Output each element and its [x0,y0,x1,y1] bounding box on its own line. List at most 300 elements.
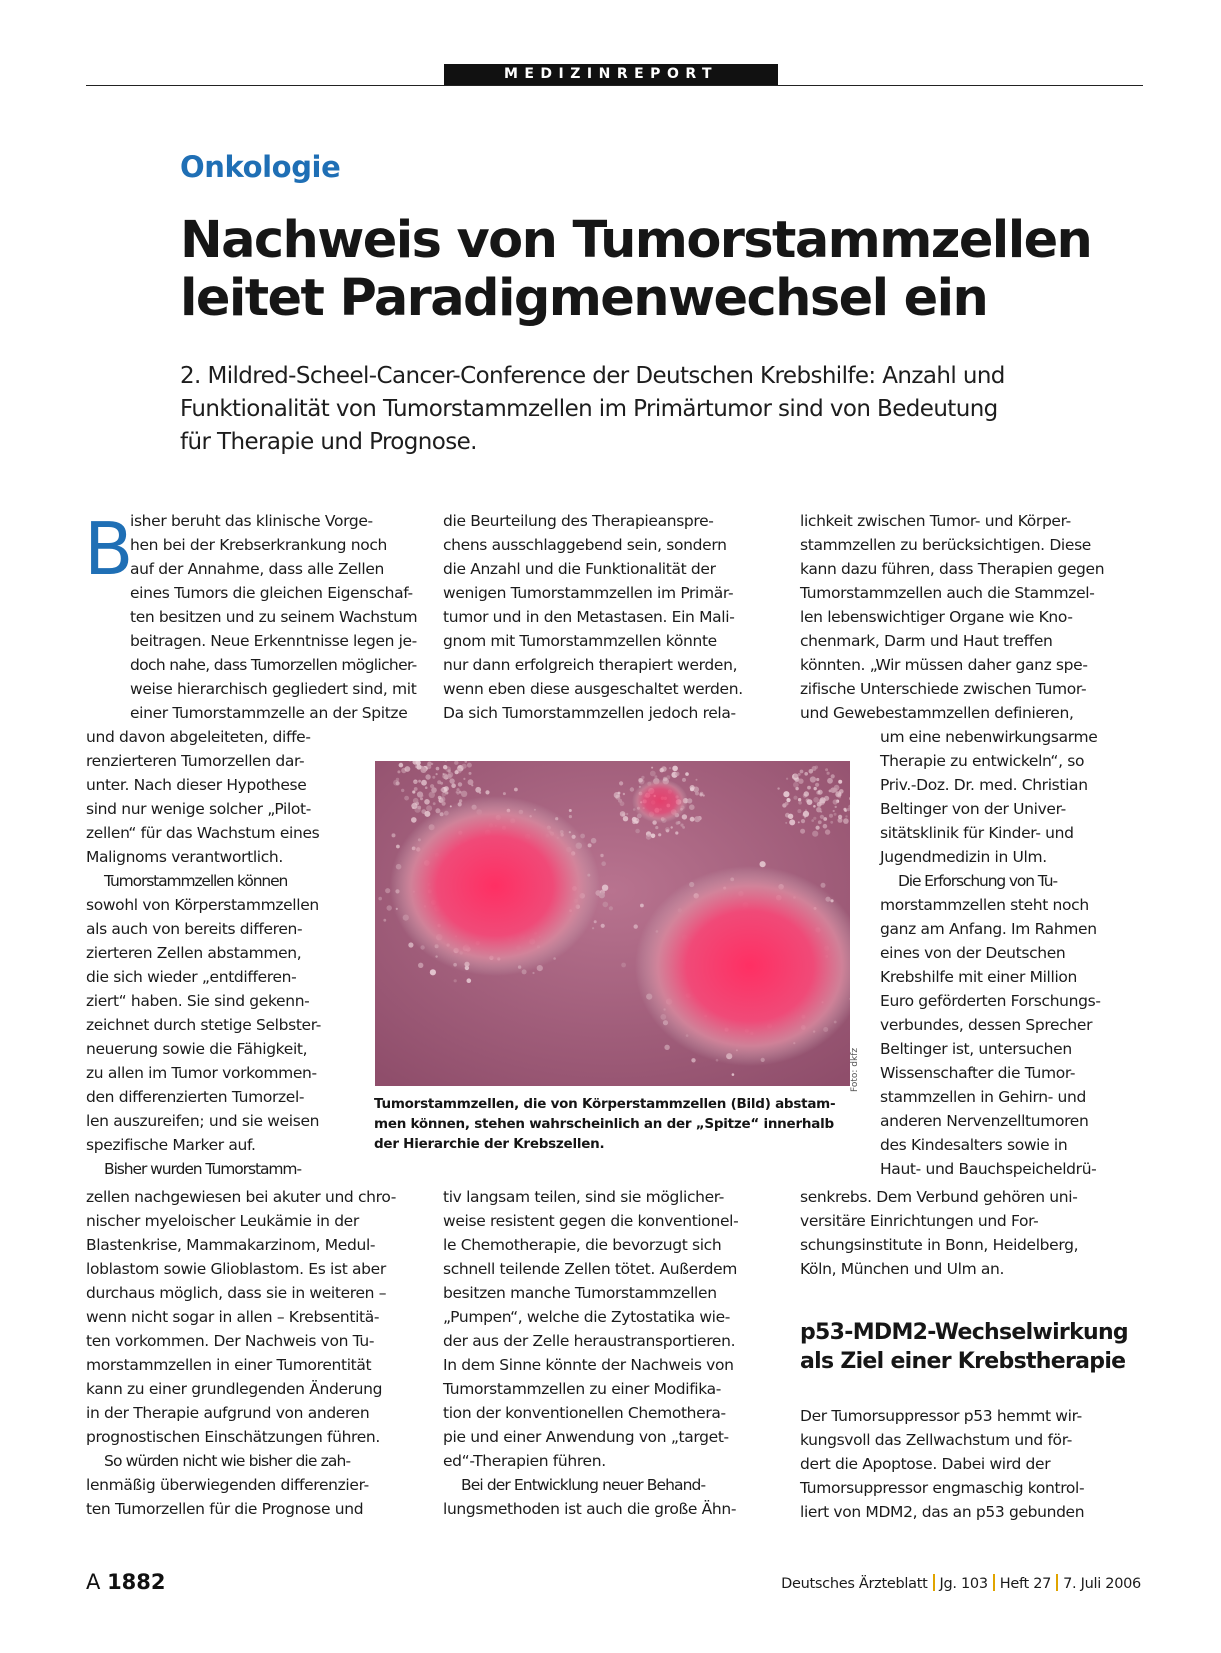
text-line: pie und einer Anwendung von „target- [443,1428,729,1446]
page-folio [86,1570,166,1594]
cell-speck [654,775,657,778]
text-line: zu allen im Tumor vorkommen- [86,1064,317,1082]
cell-speck [827,778,833,784]
cell-speck [829,814,833,818]
cell-speck [682,826,685,829]
text-line: len auszureifen; und sie weisen [86,1112,320,1130]
cell-speck [383,919,386,922]
cell-speck [847,808,850,811]
article-photo [375,761,850,1086]
cell-speck [825,829,830,834]
text-line: Köln, München und Ulm an. [800,1260,1005,1278]
cell-speck [444,786,449,791]
text-line: kann zu einer grundlegenden Änderung [86,1380,383,1398]
cell-speck [432,776,435,779]
cell-speck [447,769,450,772]
cell-speck [399,763,404,768]
cell-speck [817,802,822,807]
cell-speck [458,782,462,786]
text-line: Beltinger von der Univer- [880,800,1066,818]
cell-speck [618,792,621,795]
text-line: zeichnet durch stetige Selbster- [86,1016,322,1034]
text-line: stammzellen zu berücksichtigen. Diese [800,536,1091,554]
text-line: eines von der Deutschen [880,944,1066,962]
cell-speck [794,774,798,778]
cell-speck [396,781,400,785]
cell-speck [810,776,816,782]
text-line: neuerung sowie die Fähigkeit, [86,1040,308,1058]
cell-speck [424,799,430,805]
text-line: die Anzahl und die Funktionalität der [443,560,716,578]
cell-speck [793,782,799,788]
cell-speck [437,780,441,784]
cell-speck [800,770,804,774]
cell-speck [672,766,678,772]
colony-left [390,796,600,976]
cell-speck [816,807,821,812]
text-line: renzierteren Tumorzellen dar- [86,752,305,770]
article-dek [180,360,1060,459]
cell-speck [433,802,436,805]
cell-speck [442,802,446,806]
cell-speck [412,790,415,793]
text-line: chens ausschlaggebend sein, sondern [443,536,727,554]
text-line: nur dann erfolgreich therapiert werden, [443,656,738,674]
cell-speck [621,963,626,968]
cell-speck [689,804,695,810]
cell-speck [436,773,438,775]
text-line: Haut- und Bauchspeicheldrü- [880,1160,1097,1178]
text-line: schnell teilende Zellen tötet. Außerdem [443,1260,738,1278]
cell-speck [833,788,838,793]
cell-speck [405,766,411,772]
headline-line: Nachweis von Tumorstammzellen [180,211,1092,270]
cell-speck [833,799,838,804]
cell-speck [813,805,816,808]
cell-speck [630,787,634,791]
separator [933,1574,935,1591]
cell-speck [451,783,456,788]
text-line: ten vorkommen. Der Nachweis von Tu- [86,1332,375,1350]
cell-speck [807,799,813,805]
text-line: und davon abgeleiteten, diffe- [86,728,311,746]
text-line: kungsvoll das Zellwachstum und för- [800,1431,1072,1449]
photo-caption [374,1094,854,1154]
text-line: Bisher wurden Tumorstamm- [104,1160,301,1178]
cell-speck [789,819,795,825]
cell-speck [416,764,421,769]
cell-speck [699,793,702,796]
cell-speck [798,821,800,823]
cell-speck [620,801,625,806]
cell-speck [650,771,656,777]
cell-speck [844,809,847,812]
cell-speck [392,833,396,837]
cell-speck [641,776,644,779]
column-2-top [443,509,775,725]
text-line: besitzen manche Tumorstammzellen [443,1284,717,1302]
text-line: unter. Nach dieser Hypothese [86,776,307,794]
cell-speck [838,815,842,819]
text-line: könnten. „Wir müssen daher ganz spe- [800,656,1088,674]
cell-speck [485,790,489,794]
text-line: lungsmethoden ist auch die große Ähn- [443,1500,737,1518]
cell-speck [690,785,695,790]
cell-speck [760,861,766,867]
header-rule [86,85,1143,86]
text-line: Die Erforschung von Tu- [898,872,1057,890]
text-line: Wissenschafter die Tumor- [880,1064,1076,1082]
cell-speck [385,888,390,893]
cell-speck [777,787,779,789]
cell-speck [793,796,797,800]
text-line: Therapie zu entwickeln“, so [880,752,1085,770]
cell-speck [838,796,841,799]
cell-speck [797,809,801,813]
text-line: in der Therapie aufgrund von anderen [86,1404,370,1422]
text-line: Bei der Entwicklung neuer Behand- [461,1476,706,1494]
cell-speck [825,768,828,771]
text-line: sind nur wenige solcher „Pilot- [86,800,312,818]
cell-speck [821,883,826,888]
cell-speck [442,773,444,775]
caption-line: Tumorstammzellen, die von Körperstammzellen (Bild) abstam- [374,1096,836,1112]
cell-speck [599,892,605,898]
cell-speck [651,834,656,839]
cell-speck [626,813,628,815]
text-line: „Pumpen“, welche die Zytostatika wie- [443,1308,731,1326]
text-line: le Chemotherapie, die bevorzugt sich [443,1236,722,1254]
cell-speck [787,798,789,800]
dek-line: Funktionalität von Tumorstammzellen im Primärtumor sind von Bedeutung [180,396,998,422]
drop-cap: B [84,507,134,591]
text-line: spezifische Marker auf. [86,1136,256,1154]
cell-speck [783,791,789,797]
text-line: doch nahe, dass Tumorzellen möglicher- [130,656,417,674]
cell-speck [698,816,701,819]
cell-speck [396,778,399,781]
cell-colony-photo [375,761,850,1086]
text-line: loblastom sowie Glioblastom. Es ist aber [86,1260,386,1278]
cell-speck [421,780,427,786]
cell-speck [823,824,828,829]
text-line: zellen“ für das Wachstum eines [86,824,320,842]
cell-speck [845,815,847,817]
cell-speck [655,826,658,829]
cell-speck [635,829,640,834]
cell-speck [378,897,382,901]
text-line: wenn eben diese ausgeschaltet werden. [443,680,743,698]
cell-speck [425,774,430,779]
cell-speck [703,794,705,796]
text-line: morstammzellen in einer Tumorentität [86,1356,372,1374]
text-line: anderen Nervenzelltumoren [880,1112,1089,1130]
text-line: Blastenkrise, Mammakarzinom, Medul- [86,1236,376,1254]
cell-speck [807,786,811,790]
cell-speck [811,819,814,822]
cell-speck [592,927,594,929]
cell-speck [818,820,822,824]
text-line: Tumorsuppressor engmaschig kontrol- [800,1479,1085,1497]
separator [993,1574,995,1591]
cell-speck [503,792,506,795]
cell-speck [397,770,400,773]
cell-speck [682,778,686,782]
cell-speck [431,763,433,765]
text-line: gnom mit Tumorstammzellen könnte [443,632,717,650]
cell-speck [671,826,673,828]
cell-speck [798,779,803,784]
cell-speck [603,902,609,908]
text-line: hen bei der Krebserkrankung noch [130,536,387,554]
text-line: um eine nebenwirkungsarme [880,728,1098,746]
text-line: Euro geförderten Forschungs- [880,992,1101,1010]
cell-speck [677,821,680,824]
cell-speck [634,924,638,928]
cell-speck [831,774,835,778]
cell-speck [658,833,661,836]
cell-speck [813,797,819,803]
text-line: wenigen Tumorstammzellen im Primär- [443,584,734,602]
cell-speck [569,815,572,818]
text-line: In dem Sinne könnte der Nachweis von [443,1356,734,1374]
cell-speck [467,763,472,768]
cell-speck [455,770,459,774]
cell-speck [798,773,801,776]
text-line: dert die Apoptose. Dabei wird der [800,1455,1051,1473]
text-line: senkrebs. Dem Verbund gehören uni- [800,1188,1078,1206]
cell-speck [827,772,830,775]
text-line: den differenzierten Tumorzel- [86,1088,305,1106]
cell-speck [609,906,613,910]
cell-speck [443,765,447,769]
cell-speck [623,793,625,795]
text-line: lichkeit zwischen Tumor- und Körper- [800,512,1071,530]
text-line: isher beruht das klinische Vorge- [130,512,373,530]
text-line: Krebshilfe mit einer Million [880,968,1078,986]
column-1-bottom [86,1185,417,1521]
separator [1056,1574,1058,1591]
text-line: morstammzellen steht noch [880,896,1089,914]
cell-speck [830,821,833,824]
cell-speck [441,788,445,792]
subhead-line: als Ziel einer Krebstherapie [800,1349,1126,1374]
cell-speck [467,978,472,983]
cell-speck [601,861,606,866]
cell-speck [418,780,421,783]
text-line: lenmäßig überwiegenden differenzier- [86,1476,369,1494]
text-line: zellen nachgewiesen bei akuter und chro- [86,1188,396,1206]
text-line: len lebenswichtiger Organe wie Kno- [800,608,1073,626]
text-line: ed“-Therapien führen. [443,1452,606,1470]
cell-speck [404,796,409,801]
text-line: wenn nicht sogar in allen – Krebsentitä- [86,1308,380,1326]
journal-info [781,1574,1141,1592]
text-line: als auch von bereits differen- [86,920,303,938]
cell-speck [839,789,844,794]
cell-speck [414,781,417,784]
cell-speck [425,786,428,789]
cell-speck [815,783,819,787]
text-line: versitäre Einrichtungen und For- [800,1212,1039,1230]
text-line: prognostischen Einschätzungen führen. [86,1428,380,1446]
folio-prefix: A [86,1570,101,1594]
cell-speck [646,834,651,839]
cell-speck [823,817,827,821]
text-line: Der Tumorsuppressor p53 hemmt wir- [800,1407,1082,1425]
text-line: sitätsklinik für Kinder- und [880,824,1074,842]
cell-speck [620,811,626,817]
text-line: nischer myeloischer Leukämie in der [86,1212,359,1230]
subhead [800,1318,1140,1376]
colony-small [632,779,688,823]
cell-speck [421,795,424,798]
cell-speck [532,972,534,974]
cell-speck [461,791,467,797]
cell-speck [666,829,669,832]
text-line: kann dazu führen, dass Therapien gegen [800,560,1105,578]
cell-speck [801,819,805,823]
cell-speck [815,766,818,769]
cell-speck [569,809,572,812]
text-line: Tumorstammzellen auch die Stammzel- [800,584,1095,602]
cell-speck [469,772,472,775]
journal-volume: Jg. 103 [939,1576,988,1592]
cell-speck [812,831,818,837]
cell-speck [820,815,824,819]
text-line: die sich wieder „entdifferen- [86,968,297,986]
photo-credit: Foto: dkfz [850,1047,860,1092]
journal-name: Deutsches Ärzteblatt [781,1576,928,1592]
text-line: Tumorstammzellen können [104,872,288,890]
column-3-narrow [880,725,1133,1181]
cell-speck [401,789,404,792]
cell-speck [669,767,671,769]
cell-speck [798,801,802,805]
cell-speck [786,778,788,780]
text-line: ten Tumorzellen für die Prognose und [86,1500,364,1518]
subhead-line: p53-MDM2-Wechselwirkung [800,1320,1128,1345]
cell-speck [600,854,603,857]
headline-line: leitet Paradigmenwechsel ein [180,269,988,328]
cell-speck [431,787,437,793]
cell-speck [463,778,465,780]
cell-speck [785,802,789,806]
cell-speck [695,791,699,795]
cell-speck [800,829,805,834]
cell-speck [632,817,637,822]
text-line: zierteren Zellen abstammen, [86,944,302,962]
text-line: schungsinstitute in Bonn, Heidelberg, [800,1236,1079,1254]
cell-speck [675,772,679,776]
cell-speck [696,779,698,781]
text-line: auf der Annahme, dass alle Zellen [130,560,385,578]
text-line: und Gewebestammzellen definieren, [800,704,1074,722]
cell-speck [835,806,837,808]
text-line: tiv langsam teilen, sind sie möglicher- [443,1188,725,1206]
cell-speck [660,768,664,772]
cell-speck [591,838,597,844]
cell-speck [418,963,423,968]
cell-speck [664,1045,669,1050]
cell-speck [413,798,419,804]
journal-date: 7. Juli 2006 [1063,1576,1141,1592]
cell-speck [426,805,432,811]
cell-speck [814,787,817,790]
column-1-narrow [86,725,344,1181]
column-2-bottom [443,1185,775,1521]
cell-speck [387,905,392,910]
cell-speck [449,778,454,783]
cell-speck [818,790,823,795]
column-3-end [800,1404,1133,1524]
cell-speck [456,788,459,791]
column-1-top [130,509,417,725]
cell-speck [396,845,400,849]
article-kicker: Onkologie [180,150,341,184]
cell-speck [408,942,413,947]
text-line: Jugendmedizin in Ulm. [880,848,1047,866]
cell-speck [838,780,842,784]
text-line: Da sich Tumorstammzellen jedoch rela- [443,704,736,722]
cell-speck [417,806,421,810]
cell-speck [514,788,518,792]
cell-speck [594,920,597,923]
article-headline [180,212,1140,328]
cell-speck [691,1058,695,1062]
cell-speck [468,779,474,785]
text-line: einer Tumorstammzelle an der Spitze [130,704,408,722]
cell-speck [411,817,417,823]
column-3-bottom [800,1185,1133,1281]
cell-speck [834,813,837,816]
cell-speck [640,904,644,908]
cell-speck [619,781,623,785]
cell-speck [816,778,819,781]
text-line: tumor und in den Metastasen. Ein Mali- [443,608,735,626]
cell-speck [732,1073,735,1076]
cell-speck [445,791,448,794]
caption-line: der Hierarchie der Krebszellen. [374,1136,605,1152]
text-line: beitragen. Neue Erkenntnisse legen je- [130,632,417,650]
cell-speck [438,796,442,800]
cell-speck [785,822,787,824]
cell-speck [475,787,481,793]
text-line: Priv.-Doz. Dr. med. Christian [880,776,1088,794]
page-number: 1882 [107,1570,166,1594]
text-line: die Beurteilung des Therapieanspre- [443,512,714,530]
text-line: stammzellen in Gehirn- und [880,1088,1086,1106]
cell-speck [675,831,678,834]
cell-speck [651,767,653,769]
text-line: zifische Unterschiede zwischen Tumor- [800,680,1087,698]
dek-line: für Therapie und Prognose. [180,429,477,455]
text-line: der aus der Zelle heraustransportieren. [443,1332,736,1350]
cell-speck [804,791,809,796]
text-line: weise resistent gegen die konventionel- [443,1212,739,1230]
text-line: ziert“ haben. Sie sind gekenn- [86,992,310,1010]
cell-speck [833,810,835,812]
cell-speck [457,792,460,795]
cell-speck [843,818,849,824]
text-line: sowohl von Körperstammzellen [86,896,319,914]
text-line: ganz am Anfang. Im Rahmen [880,920,1097,938]
text-line: des Kindesalters sowie in [880,1136,1068,1154]
cell-speck [447,774,452,779]
cell-speck [411,803,417,809]
cell-speck [462,764,467,769]
cell-speck [788,814,793,819]
